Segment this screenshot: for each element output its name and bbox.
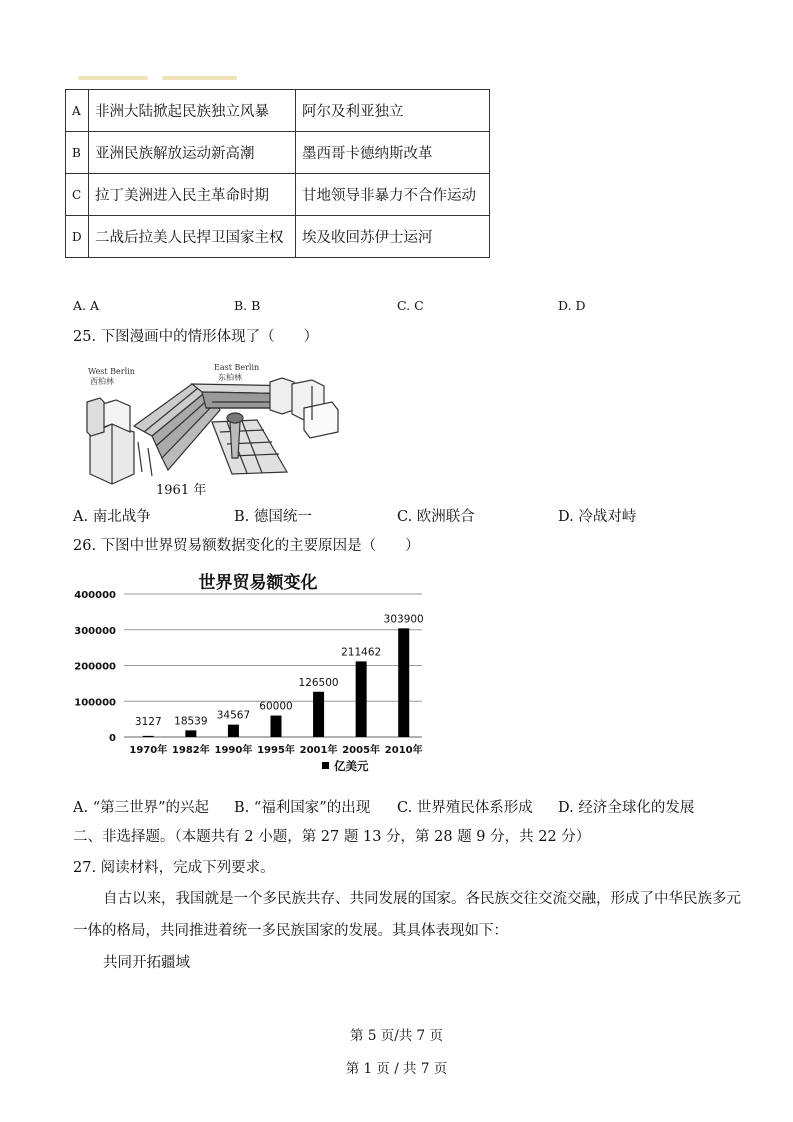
legend-swatch	[322, 762, 329, 769]
x-tick-label: 1970年	[129, 745, 168, 756]
row-event: 拉丁美洲进入民主革命时期	[89, 174, 296, 216]
q27-para2: 共同开拓疆域	[103, 955, 190, 971]
row-example: 墨西哥卡德纳斯改革	[296, 132, 490, 174]
world-trade-chart	[70, 568, 430, 788]
berlin-wall-cartoon	[82, 362, 342, 500]
data-label: 211462	[341, 646, 382, 659]
data-label: 18539	[174, 715, 208, 728]
row-letter: C	[66, 174, 89, 216]
q24-option-c[interactable]: C. C	[397, 298, 424, 313]
east-berlin-cn: 东柏林	[218, 373, 242, 382]
table-row	[66, 216, 490, 258]
q25-option-b[interactable]: B. 德国统一	[234, 509, 312, 525]
q26-option-d[interactable]: D. 经济全球化的发展	[558, 800, 695, 816]
x-tick-label: 2010年	[384, 745, 423, 756]
q26-option-a[interactable]: A. “第三世界”的兴起	[73, 800, 210, 816]
chart-title: 世界贸易额变化	[198, 573, 318, 593]
q24-table	[65, 89, 490, 258]
row-letter: A	[66, 90, 89, 132]
scan-mark-left	[78, 76, 148, 80]
east-berlin-en: East Berlin	[214, 363, 260, 372]
q25-option-d[interactable]: D. 冷战对峙	[558, 509, 637, 525]
inner-page-number: 第 5 页/共 7 页	[350, 1028, 443, 1044]
row-event: 二战后拉美人民捍卫国家主权	[89, 216, 296, 258]
outer-page-number: 第 1 页 / 共 7 页	[345, 1061, 448, 1077]
table-row	[66, 132, 490, 174]
q24-option-a[interactable]: A. A	[73, 298, 100, 313]
chart-svg	[70, 568, 430, 788]
x-tick-label: 1990年	[214, 745, 253, 756]
q24-option-d[interactable]: D. D	[558, 298, 586, 313]
cartoon-drawing	[82, 362, 342, 500]
bar-1982年	[185, 730, 196, 737]
table-row	[66, 90, 490, 132]
bar-1995年	[271, 716, 282, 737]
scan-mark-right	[162, 76, 237, 80]
x-tick-label: 2001年	[299, 745, 338, 756]
q25-option-a[interactable]: A. 南北战争	[73, 509, 151, 525]
q26-option-c[interactable]: C. 世界殖民体系形成	[397, 800, 533, 816]
data-label: 60000	[259, 700, 293, 713]
y-tick-label: 300000	[74, 625, 116, 637]
x-tick-label: 2005年	[342, 745, 381, 756]
data-label: 34567	[216, 709, 251, 722]
row-example: 埃及收回苏伊士运河	[296, 216, 490, 258]
q25-stem: 25. 下图漫画中的情形体现了（ ）	[73, 329, 319, 345]
q26-option-b[interactable]: B. “福利国家”的出现	[234, 800, 371, 816]
y-tick-label: 200000	[74, 661, 116, 673]
row-letter: D	[66, 216, 89, 258]
q27-stem: 27. 阅读材料，完成下列要求。	[73, 860, 275, 876]
row-event: 非洲大陆掀起民族独立风暴	[89, 90, 296, 132]
y-tick-label: 100000	[74, 697, 116, 709]
data-label: 3127	[134, 716, 162, 728]
row-event: 亚洲民族解放运动新高潮	[89, 132, 296, 174]
bar-1990年	[228, 725, 239, 737]
y-tick-label: 400000	[74, 590, 116, 601]
row-letter: B	[66, 132, 89, 174]
q27-para1-line1: 自古以来，我国就是一个多民族共存、共同发展的国家。各民族交往交流交融，形成了中华民族多元	[103, 891, 741, 907]
west-berlin-en: West Berlin	[88, 367, 135, 376]
y-tick-label: 0	[109, 733, 116, 744]
bar-2005年	[356, 661, 367, 737]
q25-option-c[interactable]: C. 欧洲联合	[397, 509, 475, 525]
bar-1970年	[143, 736, 154, 737]
data-label: 126500	[298, 676, 339, 689]
q26-stem: 26. 下图中世界贸易额数据变化的主要原因是（ ）	[73, 538, 420, 554]
x-tick-label: 1995年	[257, 745, 295, 756]
q24-option-b[interactable]: B. B	[234, 298, 261, 313]
table-row	[66, 174, 490, 216]
bar-2001年	[313, 692, 324, 737]
west-berlin-cn: 西柏林	[90, 377, 114, 386]
q27-para1-line2: 一体的格局，共同推进着统一多民族国家的发展。其具体表现如下：	[73, 923, 508, 939]
legend-label: 亿美元	[334, 759, 369, 773]
data-label: 303900	[383, 613, 424, 626]
row-example: 甘地领导非暴力不合作运动	[296, 174, 490, 216]
x-tick-label: 1982年	[171, 745, 210, 756]
row-example: 阿尔及利亚独立	[296, 90, 490, 132]
cartoon-year: 1961 年	[156, 483, 207, 498]
section-2-heading: 二、非选择题。（本题共有 2 小题，第 27 题 13 分，第 28 题 9 分，共 22 分）	[73, 829, 591, 845]
bar-2010年	[398, 628, 409, 737]
